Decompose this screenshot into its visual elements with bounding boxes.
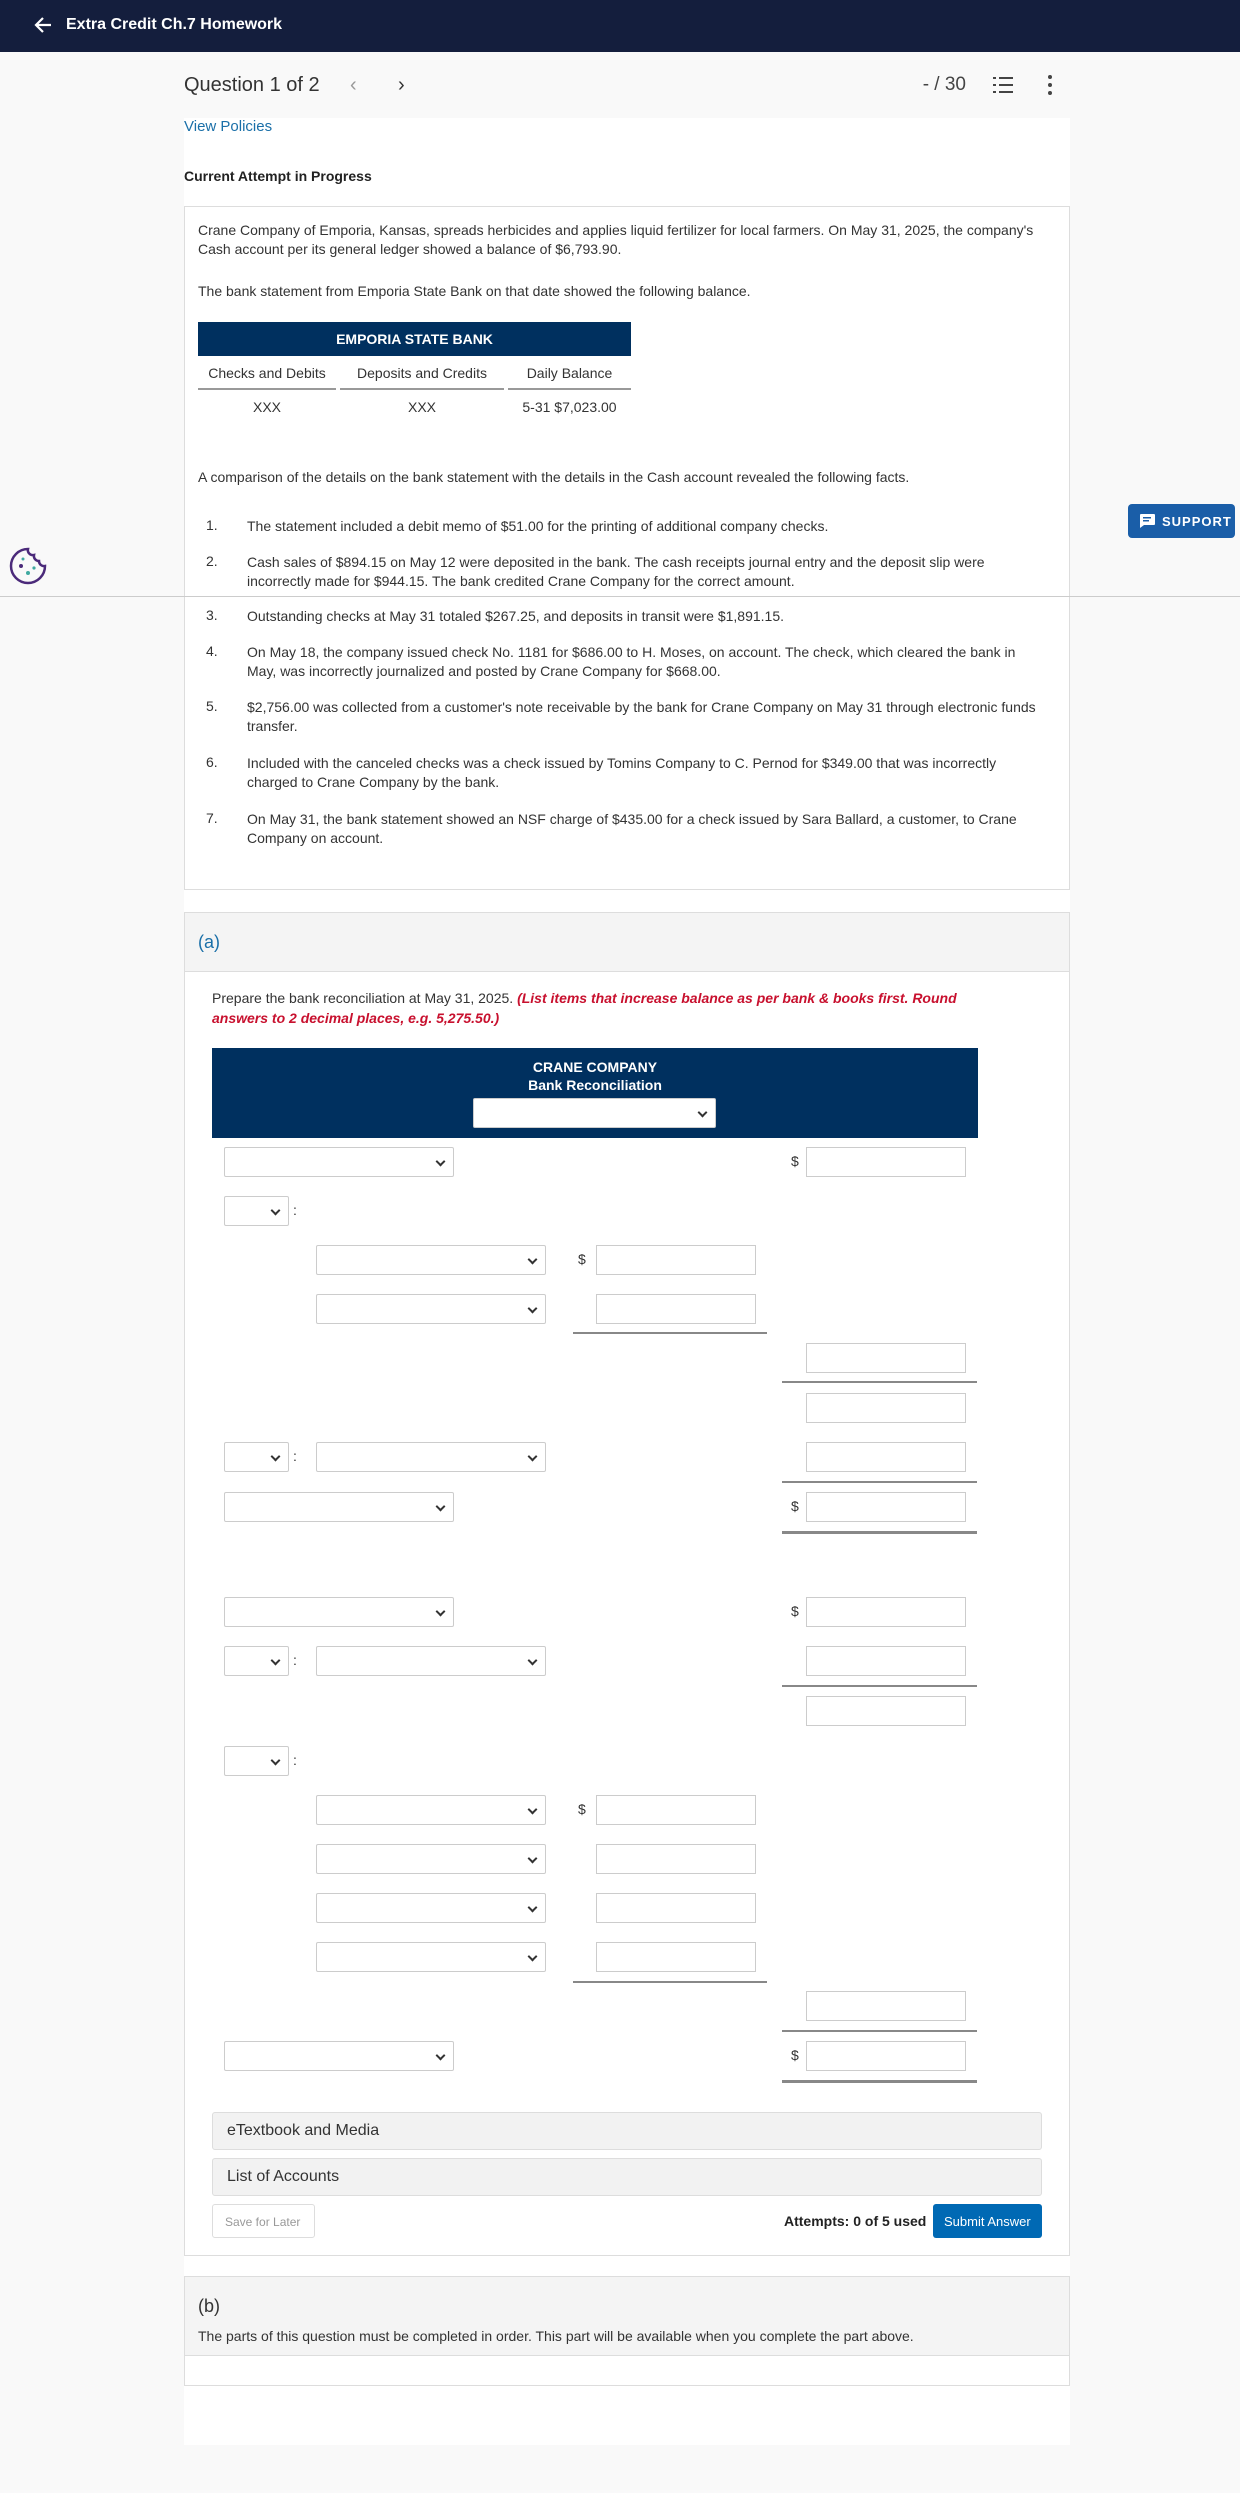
underline xyxy=(573,1981,767,1983)
list-of-accounts-accordion[interactable] xyxy=(212,2158,1042,2196)
view-policies-link[interactable]: View Policies xyxy=(184,118,273,135)
fact-text: $2,756.00 was collected from a customer's note receivable by the bank for Crane Company on May 31 through electronic funds transfer. xyxy=(247,699,1036,734)
colon: : xyxy=(293,1652,297,1668)
amount-input[interactable] xyxy=(596,1294,756,1324)
amount-input[interactable] xyxy=(596,1844,756,1874)
part-b-label: (b) xyxy=(198,2296,220,2316)
etextbook-label: eTextbook and Media xyxy=(227,2122,380,2139)
support-label: SUPPORT xyxy=(1162,514,1232,529)
bank-name: EMPORIA STATE BANK xyxy=(198,322,631,356)
fact-text: Cash sales of $894.15 on May 12 were deposited in the bank. The cash receipts journal entry and the deposit slip were incorrectly made for $944.15. The bank credited Crane Company for the correct amount. xyxy=(247,554,985,589)
score: - / 30 xyxy=(922,74,966,95)
balance-label-dropdown[interactable] xyxy=(224,1597,454,1627)
amount-input[interactable] xyxy=(806,1442,966,1472)
table-cell: 5-31 $7,023.00 xyxy=(522,399,617,415)
company-name: CRANE COMPANY xyxy=(532,1059,658,1075)
instruction-text: Prepare the bank reconciliation at May 31, 2025. xyxy=(212,990,518,1006)
amount-input[interactable] xyxy=(806,1343,966,1373)
attempts-count: Attempts: 0 of 5 used xyxy=(784,2213,927,2229)
dollar-sign: $ xyxy=(791,1603,799,1619)
question-header xyxy=(184,52,1070,118)
balance-label-dropdown[interactable] xyxy=(224,1492,454,1522)
table-cell: XXX xyxy=(407,399,436,415)
balance-label-dropdown[interactable] xyxy=(224,2041,454,2071)
add-less-dropdown[interactable] xyxy=(224,1442,289,1472)
top-bar xyxy=(0,0,1240,52)
dollar-sign: $ xyxy=(578,1251,586,1267)
item-dropdown[interactable] xyxy=(316,1245,546,1275)
fact-number: 5. xyxy=(206,698,218,714)
fact-text: The statement included a debit memo of $51.00 for the printing of additional company checks. xyxy=(247,518,829,534)
accounts-label: List of Accounts xyxy=(227,2168,340,2185)
amount-input[interactable] xyxy=(596,1942,756,1972)
bank-statement-table xyxy=(198,322,631,424)
part-b-header xyxy=(184,2276,1070,2356)
fact-number: 2. xyxy=(206,553,218,569)
amount-input[interactable] xyxy=(596,1795,756,1825)
balance-label-dropdown[interactable] xyxy=(224,1147,454,1177)
attempt-status: Current Attempt in Progress xyxy=(184,168,372,184)
double-underline xyxy=(782,1531,977,1534)
save-for-later-button[interactable] xyxy=(212,2204,315,2238)
amount-input[interactable] xyxy=(596,1893,756,1923)
assignment-title: Extra Credit Ch.7 Homework xyxy=(66,16,283,33)
part-a-instruction xyxy=(212,988,1012,1028)
add-less-dropdown[interactable] xyxy=(224,1746,289,1776)
item-dropdown[interactable] xyxy=(316,1893,546,1923)
fact-number: 7. xyxy=(206,810,218,826)
underline xyxy=(782,1481,977,1483)
fact-number: 4. xyxy=(206,643,218,659)
underline xyxy=(782,1381,977,1383)
chat-icon xyxy=(1138,513,1156,529)
question-number: Question 1 of 2 xyxy=(184,74,320,96)
colon: : xyxy=(293,1448,297,1464)
fact-number: 1. xyxy=(206,517,218,533)
reconciliation-title: Bank Reconciliation xyxy=(528,1077,662,1093)
question-list-icon[interactable] xyxy=(992,74,1014,96)
add-less-dropdown[interactable] xyxy=(224,1646,289,1676)
colon: : xyxy=(293,1202,297,1218)
etextbook-accordion[interactable] xyxy=(212,2112,1042,2150)
amount-input[interactable] xyxy=(806,1696,966,1726)
prev-question-button[interactable]: ‹ xyxy=(350,74,357,96)
amount-input[interactable] xyxy=(806,1393,966,1423)
part-a-label: (a) xyxy=(198,932,220,952)
dollar-sign: $ xyxy=(791,1153,799,1169)
fact-text: On May 31, the bank statement showed an NSF charge of $435.00 for a check issued by Sara Ballard, a customer, to Crane Company on account. xyxy=(247,811,1017,846)
add-less-dropdown[interactable] xyxy=(224,1196,289,1226)
amount-input[interactable] xyxy=(806,1646,966,1676)
fact-number: 6. xyxy=(206,754,218,770)
part-b-message: The parts of this question must be completed in order. This part will be available when you complete the part above. xyxy=(198,2328,914,2344)
amount-input[interactable] xyxy=(806,1991,966,2021)
fact-text: On May 18, the company issued check No. 1181 for $686.00 to H. Moses, on account. The check, which cleared the bank in May, was incorrectly journalized and posted by Crane Company for $668.00. xyxy=(247,644,1016,679)
underline xyxy=(782,1685,977,1687)
dollar-sign: $ xyxy=(578,1801,586,1817)
amount-input[interactable] xyxy=(596,1245,756,1275)
column-header: Daily Balance xyxy=(508,356,631,390)
item-dropdown[interactable] xyxy=(316,1942,546,1972)
support-button[interactable] xyxy=(1128,504,1235,538)
divider xyxy=(0,596,1240,597)
column-header: Checks and Debits xyxy=(198,356,336,390)
column-header: Deposits and Credits xyxy=(340,356,504,390)
dollar-sign: $ xyxy=(791,2047,799,2063)
fact-text: Outstanding checks at May 31 totaled $267.25, and deposits in transit were $1,891.15. xyxy=(247,608,785,624)
dollar-sign: $ xyxy=(791,1498,799,1514)
amount-input[interactable] xyxy=(806,1492,966,1522)
facts-intro: A comparison of the details on the bank statement with the details in the Cash account revealed the following facts. xyxy=(198,469,910,485)
instruction-note: (List items that increase balance as per bank & books first. Round answers to 2 decimal places, e.g. 5,275.50.) xyxy=(212,990,957,1026)
amount-input[interactable] xyxy=(806,1597,966,1627)
item-dropdown[interactable] xyxy=(316,1844,546,1874)
fact-text: Included with the canceled checks was a check issued by Tomins Company to C. Pernod for $349.00 that was incorrectly charged to Crane Company by the bank. xyxy=(247,755,997,790)
amount-input[interactable] xyxy=(806,2041,966,2071)
cookie-icon[interactable] xyxy=(8,546,48,586)
submit-answer-button[interactable] xyxy=(933,2204,1042,2238)
bank-intro: The bank statement from Emporia State Bank on that date showed the following balance. xyxy=(198,283,751,299)
part-a-header xyxy=(184,912,1070,972)
item-dropdown[interactable] xyxy=(316,1442,546,1472)
item-dropdown[interactable] xyxy=(316,1795,546,1825)
problem-intro: Crane Company of Emporia, Kansas, spreads herbicides and applies liquid fertilizer for local farmers. On May 31, 2025, the company's Cash account per its general ledger showed a balance of $6,793.90. xyxy=(198,222,1034,257)
item-dropdown[interactable] xyxy=(316,1294,546,1324)
amount-input[interactable] xyxy=(806,1147,966,1177)
colon: : xyxy=(293,1752,297,1768)
underline xyxy=(573,1332,767,1334)
back-arrow-icon[interactable] xyxy=(32,14,54,36)
double-underline xyxy=(782,2080,977,2083)
date-dropdown[interactable] xyxy=(473,1098,716,1128)
item-dropdown[interactable] xyxy=(316,1646,546,1676)
next-question-button[interactable]: › xyxy=(398,74,405,96)
save-label: Save for Later xyxy=(225,2215,301,2229)
fact-number: 3. xyxy=(206,607,218,623)
more-options-icon[interactable] xyxy=(1046,74,1054,96)
table-cell: XXX xyxy=(252,399,281,415)
submit-label: Submit Answer xyxy=(944,2214,1031,2229)
underline xyxy=(782,2030,977,2032)
